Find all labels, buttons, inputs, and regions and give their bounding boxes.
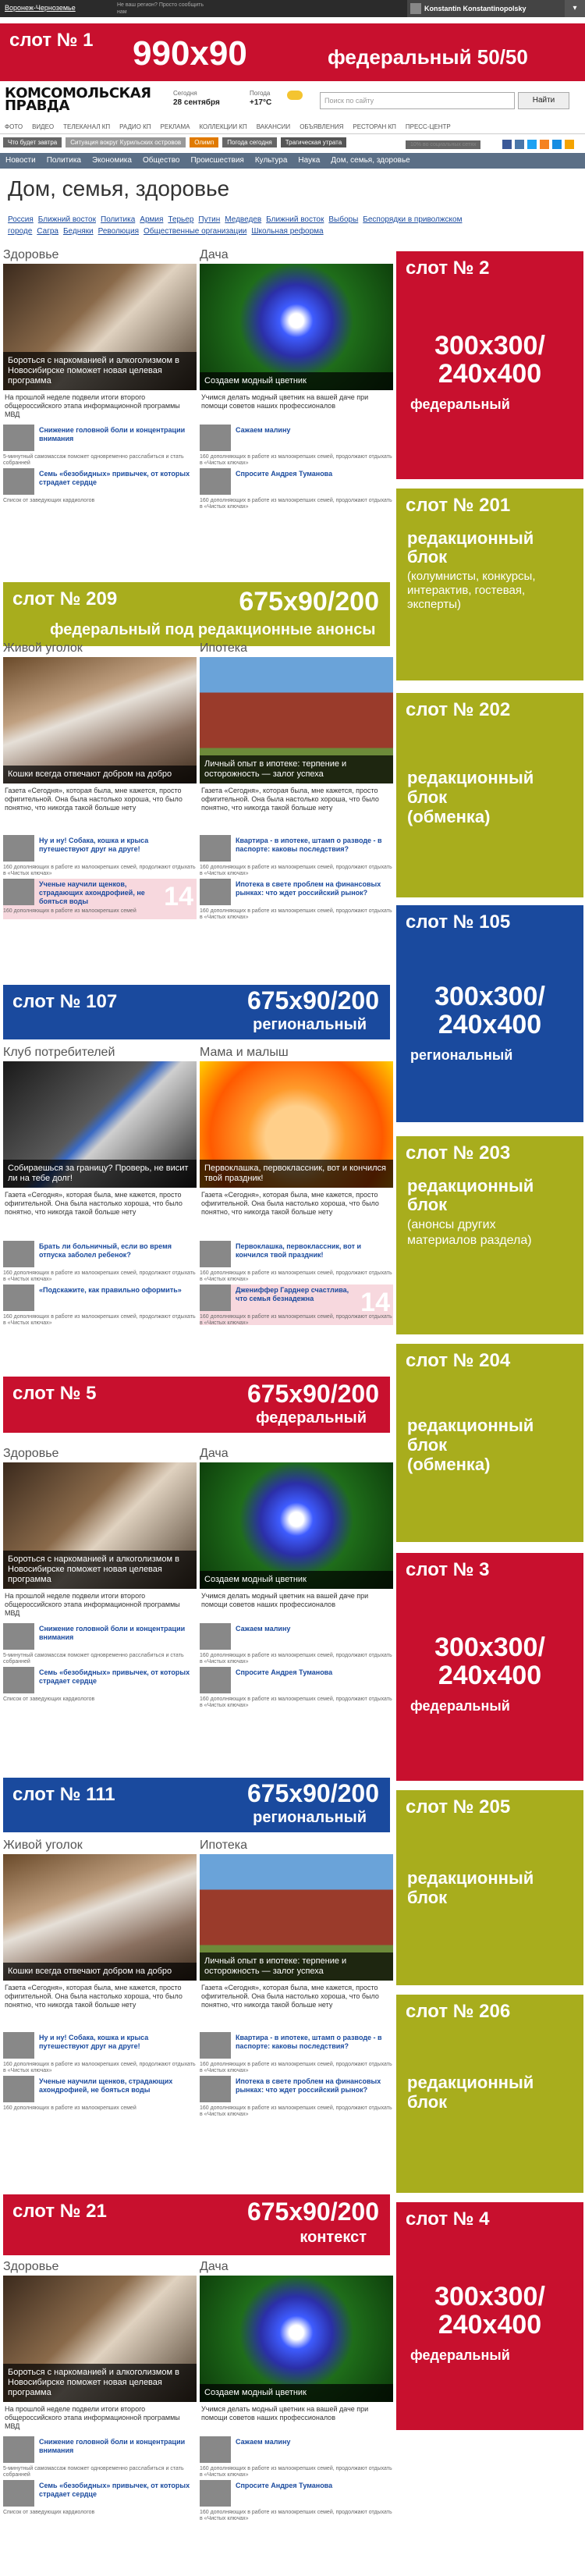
feature-lead: Газета «Сегодня», которая была, мне кажется, просто офигительной. Она была настолько хороша, что было понятно, что никогда такой больше нету (5, 1191, 183, 1216)
list-item-title[interactable]: Сажаем малину (236, 2438, 291, 2446)
block-consumer (3, 1046, 197, 1325)
list-item-sub: 160 дополняющих в работе из малоокрепших семей, продолжают отдыхать в «Чистых ключах» (200, 1653, 392, 1665)
section-tab[interactable]: Общество (142, 156, 180, 165)
list-item[interactable] (200, 1241, 393, 1281)
slot-desc: федеральный 50/50 (328, 45, 528, 69)
feature-caption[interactable]: Бороться с наркоманией и алкоголизмом в Новосибирске поможет новая целевая программа (3, 2364, 197, 2402)
list-item[interactable] (3, 2076, 197, 2116)
section-nav (0, 153, 585, 169)
rss-icon[interactable] (565, 140, 574, 149)
keyword[interactable]: Ближний восток (266, 215, 324, 224)
nav-item[interactable]: ПРЕСС-ЦЕНТР (405, 123, 451, 130)
thumb-image (3, 1667, 34, 1693)
list-item-title[interactable]: Снижение головной боли и концентрации внимания (39, 426, 186, 442)
ad-slot-21[interactable] (3, 2194, 390, 2255)
promo-number: 14 (360, 1288, 390, 1317)
thumb-image (200, 2480, 231, 2507)
slot-size: 675x90/200 (246, 1380, 379, 1408)
ad-slot-5[interactable] (3, 1377, 390, 1433)
list-item-title[interactable]: «Подскажите, как правильно оформить» (39, 1286, 182, 1294)
thumb-image (200, 879, 231, 905)
list-item-sub: 5-минутный самомассаж поможет одновременно расслабиться и стать собранней (3, 2466, 184, 2478)
list-item[interactable] (3, 1623, 197, 1664)
section-tab[interactable]: Наука (298, 156, 321, 165)
ad-slot-1[interactable] (0, 23, 585, 81)
keyword[interactable]: Политика (101, 215, 136, 224)
list-item-title[interactable]: Спросите Андрея Туманова (236, 1668, 333, 1676)
keyword[interactable]: Бедняки (62, 227, 94, 236)
slot-size: 675x90/200 (239, 587, 379, 616)
keyword[interactable]: Медведев (225, 215, 262, 224)
slot-desc: федеральный (256, 1409, 367, 1427)
list-item-title[interactable]: Спросите Андрея Туманова (236, 2482, 333, 2489)
list-item[interactable] (200, 2032, 393, 2073)
section-tab[interactable]: Политика (46, 156, 81, 165)
tag[interactable]: Погода сегодня (222, 137, 276, 147)
thumb-image (200, 2076, 231, 2102)
editorial-slot-204[interactable] (396, 1344, 583, 1542)
list-item-sub: Список от заведующих кардиологов (3, 1697, 95, 1702)
tag[interactable]: Что будет завтра (3, 137, 62, 147)
thumb-image (3, 2436, 34, 2463)
search-button[interactable]: Найти (518, 92, 569, 109)
slot-size: 675x90/200 (246, 1779, 379, 1807)
slot-desc: федеральный (410, 2347, 510, 2363)
slot-desc: федеральный (410, 1698, 510, 1714)
nav-item[interactable]: РАДИО КП (119, 123, 151, 130)
thumb-image (3, 1241, 34, 1267)
tag[interactable]: Ситуация вокруг Курильских островов (66, 137, 186, 147)
feature-image[interactable] (3, 1061, 197, 1188)
slot-type: редакционный блок (обменка) (407, 1416, 534, 1474)
list-item[interactable] (200, 1667, 393, 1707)
thumb-image (3, 2076, 34, 2102)
list-item-sub: 160 дополняющих в работе из малоокрепших семей, продолжают отдыхать в «Чистых ключах» (200, 908, 392, 920)
editorial-slot-205[interactable] (396, 1790, 583, 1985)
section-tab[interactable]: Экономика (92, 156, 132, 165)
list-item-sub: 160 дополняющих в работе из малоокрепших семей, продолжают отдыхать в «Чистых ключах» (200, 2062, 392, 2073)
keyword[interactable]: Беспорядки в приволжском городе (8, 215, 463, 236)
block-title[interactable]: Живой уголок (3, 641, 83, 655)
list-item-title[interactable]: Ученые научили щенков, страдающих ахондрофией, не бояться воды (39, 880, 145, 905)
section-tab[interactable]: Происшествия (190, 156, 244, 165)
feature-lead: Газета «Сегодня», которая была, мне кажется, просто офигительной. Она была настолько хороша, что было понятно, что никогда такой больше нету (5, 787, 183, 812)
list-item[interactable] (3, 2032, 197, 2073)
editorial-slot-203[interactable] (396, 1136, 583, 1334)
feature-lead: Газета «Сегодня», которая была, мне кажется, просто офигительной. Она была настолько хороша, что было понятно, что никогда такой больше нету (201, 1984, 379, 2009)
weather-box[interactable]: Погода +17°С (250, 90, 272, 107)
block-pets (3, 641, 197, 919)
list-item[interactable] (200, 2436, 393, 2477)
list-item[interactable] (200, 468, 393, 509)
list-item-title[interactable]: Джениффер Гарднер счастлива, что семья безнадежна (236, 1286, 349, 1302)
tag[interactable]: Трагическая утрата (281, 137, 346, 147)
list-item-sub: 160 дополняющих в работе из малоокрепших семей (3, 908, 136, 914)
list-item[interactable] (3, 425, 197, 465)
thumb-image (3, 879, 34, 905)
block-pets-2 (3, 1839, 197, 2116)
slot-desc: (колумнисты, конкурсы, интерактив, гостевая, эксперты) (407, 570, 536, 611)
nav-item[interactable]: ТЕЛЕКАНАЛ КП (63, 123, 111, 130)
thumb-image (3, 2480, 34, 2507)
list-item[interactable] (200, 2076, 393, 2116)
slot-number: слот № 1 (9, 30, 94, 51)
keyword[interactable]: Выборы (328, 215, 359, 224)
feature-caption[interactable]: Кошки всегда отвечают добром на добро (3, 766, 197, 783)
user-menu[interactable] (407, 0, 565, 17)
page-title: Дом, семья, здоровье (8, 176, 230, 201)
feature-lead: Газета «Сегодня», которая была, мне кажется, просто офигительной. Она была настолько хороша, что было понятно, что никогда такой больше нету (5, 1984, 183, 2009)
list-item-sub: 160 дополняющих в работе из малоокрепших семей, продолжают отдыхать в «Чистых ключах» (3, 865, 196, 876)
hot-tags (0, 136, 585, 150)
keyword[interactable]: Сагра (37, 227, 58, 236)
nav-item[interactable]: РЕКЛАМА (160, 123, 190, 130)
list-item-sub: 160 дополняющих в работе из малоокрепших семей, продолжают отдыхать в «Чистых ключах» (200, 2466, 392, 2478)
thumb-image (200, 2032, 231, 2059)
feature-image[interactable] (3, 2276, 197, 2402)
avatar (410, 3, 421, 14)
slot-desc: региональный (253, 1809, 367, 1826)
thumb-image (200, 1284, 231, 1311)
nav-item[interactable]: ВАКАНСИИ (256, 123, 291, 130)
chevron-down-icon[interactable]: ▾ (565, 0, 585, 17)
section-tab-active[interactable]: Дом, семья, здоровье (331, 156, 410, 165)
list-item[interactable] (200, 835, 393, 876)
list-item[interactable] (200, 2480, 393, 2521)
slot-size: 990x90 (133, 34, 247, 73)
thumb-image (200, 468, 231, 495)
slot-number: слот № 206 (406, 2001, 511, 2022)
block-title[interactable]: Мама и малыш (200, 1046, 289, 1059)
top-bar (0, 0, 585, 17)
slot-size: 675x90/200 (246, 986, 379, 1014)
block-title[interactable]: Дача (200, 248, 229, 261)
feature-image[interactable] (200, 657, 393, 783)
site-header (0, 83, 585, 119)
weather-icon (287, 91, 303, 100)
list-item-title[interactable]: Первоклашка, первоклассник, вот и кончился твой праздник! (236, 1242, 362, 1259)
slot-number: слот № 202 (406, 699, 511, 720)
social-count: 10% во социальных сетях (406, 140, 480, 149)
slot-desc: (анонсы других материалов раздела) (407, 1218, 532, 1247)
slot-number: слот № 201 (406, 495, 511, 516)
slot-number: слот № 107 (12, 991, 118, 1012)
slot-type: редакционный блок (407, 2073, 534, 2112)
list-item-sub: 160 дополняющих в работе из малоокрепших семей (3, 2105, 136, 2111)
feature-caption[interactable]: Создаем модный цветник (200, 1571, 393, 1589)
nav-item[interactable]: ФОТО (5, 123, 23, 130)
block-health (3, 248, 197, 509)
twitter-icon[interactable] (527, 140, 537, 149)
list-item[interactable] (3, 2480, 197, 2521)
feature-image[interactable] (3, 1854, 197, 1981)
slot-number: слот № 4 (406, 2208, 490, 2230)
slot-size: 300x300/ 240x400 (434, 2282, 545, 2340)
keyword[interactable]: Школьная реформа (251, 227, 324, 236)
editorial-slot-202[interactable] (396, 693, 583, 897)
list-item-title[interactable]: Квартира - в ипотеке, штамп о разводе - в паспорте: каковы последствия? (236, 2034, 382, 2050)
feature-lead: На прошлой неделе подвели итоги второго общероссийского этапа информационной программы МВД (5, 2405, 180, 2430)
list-item[interactable] (3, 835, 197, 876)
block-title[interactable]: Живой уголок (3, 1839, 83, 1852)
list-item-title[interactable]: Ну и ну! Собака, кошка и крыса путешествуют друг на друге! (39, 2034, 149, 2050)
ad-slot-3[interactable] (396, 1553, 583, 1781)
list-item-sub: 160 дополняющих в работе из малоокрепших семей, продолжают отдыхать в «Чистых ключах» (200, 454, 392, 466)
slot-number: слот № 2 (406, 258, 490, 279)
block-title[interactable]: Дача (200, 1447, 229, 1460)
feature-lead: На прошлой неделе подвели итоги второго общероссийского этапа информационной программы МВД (5, 1592, 180, 1617)
slot-number: слот № 105 (406, 911, 511, 933)
slot-desc: контекст (300, 2229, 367, 2246)
feature-image[interactable] (200, 2276, 393, 2402)
feature-lead: Газета «Сегодня», которая была, мне кажется, просто офигительной. Она была настолько хороша, что было понятно, что никогда такой больше нету (201, 1191, 379, 1216)
slot-size: 300x300/ 240x400 (434, 331, 545, 389)
slot-size: 675x90/200 (246, 2198, 379, 2226)
list-item[interactable] (3, 1241, 197, 1281)
list-item-sub: 160 дополняющих в работе из малоокрепших семей, продолжают отдыхать в «Чистых ключах» (200, 1314, 392, 1326)
slot-size: 300x300/ 240x400 (434, 1633, 545, 1690)
feature-image[interactable] (200, 1061, 393, 1188)
slot-size: 300x300/ 240x400 (434, 982, 545, 1039)
list-item-title[interactable]: Ученые научили щенков, страдающих ахондрофией, не бояться воды (39, 2077, 173, 2094)
list-item-sub: 5-минутный самомассаж поможет одновременно расслабиться и стать собранней (3, 1653, 184, 1665)
list-item-title[interactable]: Семь «безобидных» привычек, от которых страдает сердце (39, 470, 190, 486)
thumb-image (3, 468, 34, 495)
thumb-image (3, 835, 34, 862)
block-title[interactable]: Здоровье (3, 2260, 59, 2273)
slot-number: слот № 3 (406, 1559, 490, 1580)
nav-item[interactable]: ВИДЕО (32, 123, 55, 130)
editorial-slot-201[interactable] (396, 489, 583, 680)
list-item-promo[interactable] (200, 1284, 393, 1325)
slot-type: редакционный блок (407, 1176, 534, 1214)
city-selector[interactable]: Воронеж-Черноземье (5, 4, 76, 12)
region-hint[interactable]: Не ваш регион? Просто сообщить нам (117, 2, 204, 15)
mail-icon[interactable] (552, 140, 562, 149)
feature-image[interactable] (200, 1462, 393, 1589)
feature-caption[interactable]: Кошки всегда отвечают добром на добро (3, 1963, 197, 1981)
list-item[interactable] (200, 879, 393, 919)
list-item-title[interactable]: Ну и ну! Собака, кошка и крыса путешествуют друг на друге! (39, 837, 149, 853)
feature-caption[interactable]: Собираешься за границу? Проверь, не висит ли на тебе долг! (3, 1160, 197, 1188)
list-item[interactable] (200, 425, 393, 465)
block-title[interactable]: Дача (200, 2260, 229, 2273)
feature-caption[interactable]: Создаем модный цветник (200, 2384, 393, 2402)
feature-image[interactable] (3, 1462, 197, 1589)
nav-item[interactable]: РЕСТОРАН КП (353, 123, 396, 130)
slot-type: редакционный блок (обменка) (407, 768, 534, 826)
block-health-3 (3, 2260, 197, 2521)
list-item-sub: Список от заведующих кардиологов (3, 498, 95, 503)
slot-desc: федеральный (410, 396, 510, 412)
list-item[interactable] (3, 468, 197, 509)
slot-number: слот № 205 (406, 1796, 511, 1817)
thumb-image (200, 835, 231, 862)
list-item-promo[interactable] (3, 879, 197, 919)
feature-caption[interactable]: Бороться с наркоманией и алкоголизмом в Новосибирске поможет новая целевая программа (3, 352, 197, 390)
section-tab[interactable]: Новости (5, 156, 36, 165)
keyword[interactable]: Ближний восток (37, 215, 96, 224)
slot-type: редакционный блок (407, 528, 534, 567)
feature-lead: Учимся делать модный цветник на вашей даче при помощи советов наших профессионалов (201, 2405, 369, 2421)
list-item-title[interactable]: Семь «безобидных» привычек, от которых страдает сердце (39, 1668, 190, 1685)
thumb-image (3, 425, 34, 451)
section-tab[interactable]: Культура (254, 156, 288, 165)
ad-slot-111[interactable] (3, 1778, 390, 1832)
user-name: Konstantin Konstantinopolsky (424, 5, 526, 12)
nav-item[interactable]: КОЛЛЕКЦИИ КП (199, 123, 247, 130)
thumb-image (200, 1241, 231, 1267)
list-item-sub: 160 дополняющих в работе из малоокрепших семей, продолжают отдыхать в «Чистых ключах» (200, 865, 392, 876)
thumb-image (3, 1623, 34, 1650)
list-item-sub: 160 дополняющих в работе из малоокрепших семей, продолжают отдыхать в «Чистых ключах» (3, 1270, 196, 1282)
slot-desc: региональный (253, 1016, 367, 1033)
feature-lead: Газета «Сегодня», которая была, мне кажется, просто офигительной. Она была настолько хороша, что было понятно, что никогда такой больше нету (201, 787, 379, 812)
feature-image[interactable] (3, 657, 197, 783)
facebook-icon[interactable] (502, 140, 512, 149)
list-item-title[interactable]: Снижение головной боли и концентрации внимания (39, 2438, 186, 2454)
slot-number: слот № 209 (12, 588, 118, 609)
list-item[interactable] (3, 1284, 197, 1325)
list-item-sub: 160 дополняющих в работе из малоокрепших семей, продолжают отдыхать в «Чистых ключах» (200, 1697, 392, 1708)
list-item-sub: 160 дополняющих в работе из малоокрепших семей, продолжают отдыхать в «Чистых ключах» (3, 1314, 196, 1326)
list-item-sub: 160 дополняющих в работе из малоокрепших семей, продолжают отдыхать в «Чистых ключах» (3, 2062, 196, 2073)
nav-item[interactable]: ОБЪЯВЛЕНИЯ (300, 123, 344, 130)
list-item-title[interactable]: Сажаем малину (236, 1625, 291, 1633)
logo[interactable]: КОМСОМОЛЬСКАЯ ПРАВДА (5, 85, 151, 114)
list-item-title[interactable]: Сажаем малину (236, 426, 291, 434)
list-item[interactable] (200, 1623, 393, 1664)
list-item[interactable] (3, 2436, 197, 2477)
tag[interactable]: Олимп (190, 137, 218, 147)
keyword[interactable]: Путин (198, 215, 221, 224)
slot-number: слот № 204 (406, 1350, 511, 1371)
block-title[interactable]: Клуб потребителей (3, 1046, 115, 1059)
list-item-title[interactable]: Ипотека в свете проблем на финансовых рынках: что ждет российский рынок? (236, 880, 381, 897)
thumb-image (200, 2436, 231, 2463)
thumb-image (3, 2032, 34, 2059)
keyword[interactable]: Армия (140, 215, 164, 224)
keyword[interactable]: Терьер (168, 215, 194, 224)
date-box: Сегодня 28 сентября (173, 90, 220, 107)
slot-desc: федеральный под редакционные анонсы (50, 621, 376, 638)
search-input[interactable]: Поиск по сайту (320, 92, 515, 109)
feature-lead: Учимся делать модный цветник на вашей даче при помощи советов наших профессионалов (201, 1592, 369, 1608)
list-item-sub: 160 дополняющих в работе из малоокрепших семей, продолжают отдыхать в «Чистых ключах» (200, 2510, 392, 2521)
list-item-title[interactable]: Брать ли больничный, если во время отпуска заболел ребенок? (39, 1242, 172, 1259)
keyword[interactable]: Революция (98, 227, 140, 236)
slot-number: слот № 111 (12, 1784, 115, 1805)
feature-lead: Учимся делать модный цветник на вашей даче при помощи советов наших профессионалов (201, 393, 369, 410)
editorial-slot-206[interactable] (396, 1995, 583, 2193)
promo-number: 14 (164, 882, 193, 911)
ok-icon[interactable] (540, 140, 549, 149)
feature-caption[interactable]: Личный опыт в ипотеке: терпение и осторожность — залог успеха (200, 1952, 393, 1981)
list-item-title[interactable]: Ипотека в свете проблем на финансовых рынках: что ждет российский рынок? (236, 2077, 381, 2094)
list-item-title[interactable]: Семь «безобидных» привычек, от которых страдает сердце (39, 2482, 190, 2498)
feature-image[interactable] (200, 264, 393, 390)
list-item-sub: 5-минутный самомассаж поможет одновременно расслабиться и стать собранней (3, 454, 184, 466)
list-item-title[interactable]: Снижение головной боли и концентрации внимания (39, 1625, 186, 1641)
block-dacha-3 (200, 2260, 393, 2521)
keyword[interactable]: Общественные организации (144, 227, 247, 236)
block-mortgage-2 (200, 1839, 393, 2116)
slot-desc: региональный (410, 1047, 513, 1063)
block-mom (200, 1046, 393, 1325)
block-title[interactable]: Здоровье (3, 1447, 59, 1460)
list-item-sub: Список от заведующих кардиологов (3, 2510, 95, 2515)
thumb-image (200, 1667, 231, 1693)
thumb-image (3, 1284, 34, 1311)
slot-type: редакционный блок (407, 1868, 534, 1907)
block-dacha-2 (200, 1447, 393, 1707)
feature-caption[interactable]: Бороться с наркоманией и алкоголизмом в Новосибирске поможет новая целевая программа (3, 1551, 197, 1589)
feature-lead: На прошлой неделе подвели итоги второго общероссийского этапа информационной программы МВД (5, 393, 180, 418)
list-item-sub: 160 дополняющих в работе из малоокрепших семей, продолжают отдыхать в «Чистых ключах» (200, 498, 392, 510)
keyword-links (8, 214, 577, 237)
feature-image[interactable] (200, 1854, 393, 1981)
list-item-title[interactable]: Квартира - в ипотеке, штамп о разводе - в паспорте: каковы последствия? (236, 837, 382, 853)
list-item-sub: 160 дополняющих в работе из малоокрепших семей, продолжают отдыхать в «Чистых ключах» (200, 1270, 392, 1282)
slot-number: слот № 203 (406, 1142, 511, 1164)
block-mortgage (200, 641, 393, 919)
thumb-image (200, 1623, 231, 1650)
service-nav (0, 119, 585, 134)
ad-slot-4[interactable] (396, 2202, 583, 2430)
vk-icon[interactable] (515, 140, 524, 149)
ad-slot-2[interactable] (396, 251, 583, 479)
feature-caption[interactable]: Первоклашка, первоклассник, вот и кончился твой праздник! (200, 1160, 393, 1188)
list-item-sub: 160 дополняющих в работе из малоокрепших семей, продолжают отдыхать в «Чистых ключах» (200, 2105, 392, 2117)
thumb-image (200, 425, 231, 451)
block-dacha (200, 248, 393, 509)
block-title[interactable]: Ипотека (200, 641, 248, 655)
ad-slot-105[interactable] (396, 905, 583, 1122)
slot-number: слот № 5 (12, 1383, 97, 1404)
ad-slot-209[interactable] (3, 582, 390, 646)
feature-caption[interactable]: Личный опыт в ипотеке: терпение и осторожность — залог успеха (200, 755, 393, 783)
keyword[interactable]: Россия (8, 215, 34, 224)
block-title[interactable]: Ипотека (200, 1839, 248, 1852)
list-item-title[interactable]: Спросите Андрея Туманова (236, 470, 333, 478)
block-title[interactable]: Здоровье (3, 248, 59, 261)
list-item[interactable] (3, 1667, 197, 1707)
block-health-2 (3, 1447, 197, 1707)
slot-number: слот № 21 (12, 2201, 107, 2222)
feature-caption[interactable]: Создаем модный цветник (200, 372, 393, 390)
feature-image[interactable] (3, 264, 197, 390)
ad-slot-107[interactable] (3, 985, 390, 1039)
